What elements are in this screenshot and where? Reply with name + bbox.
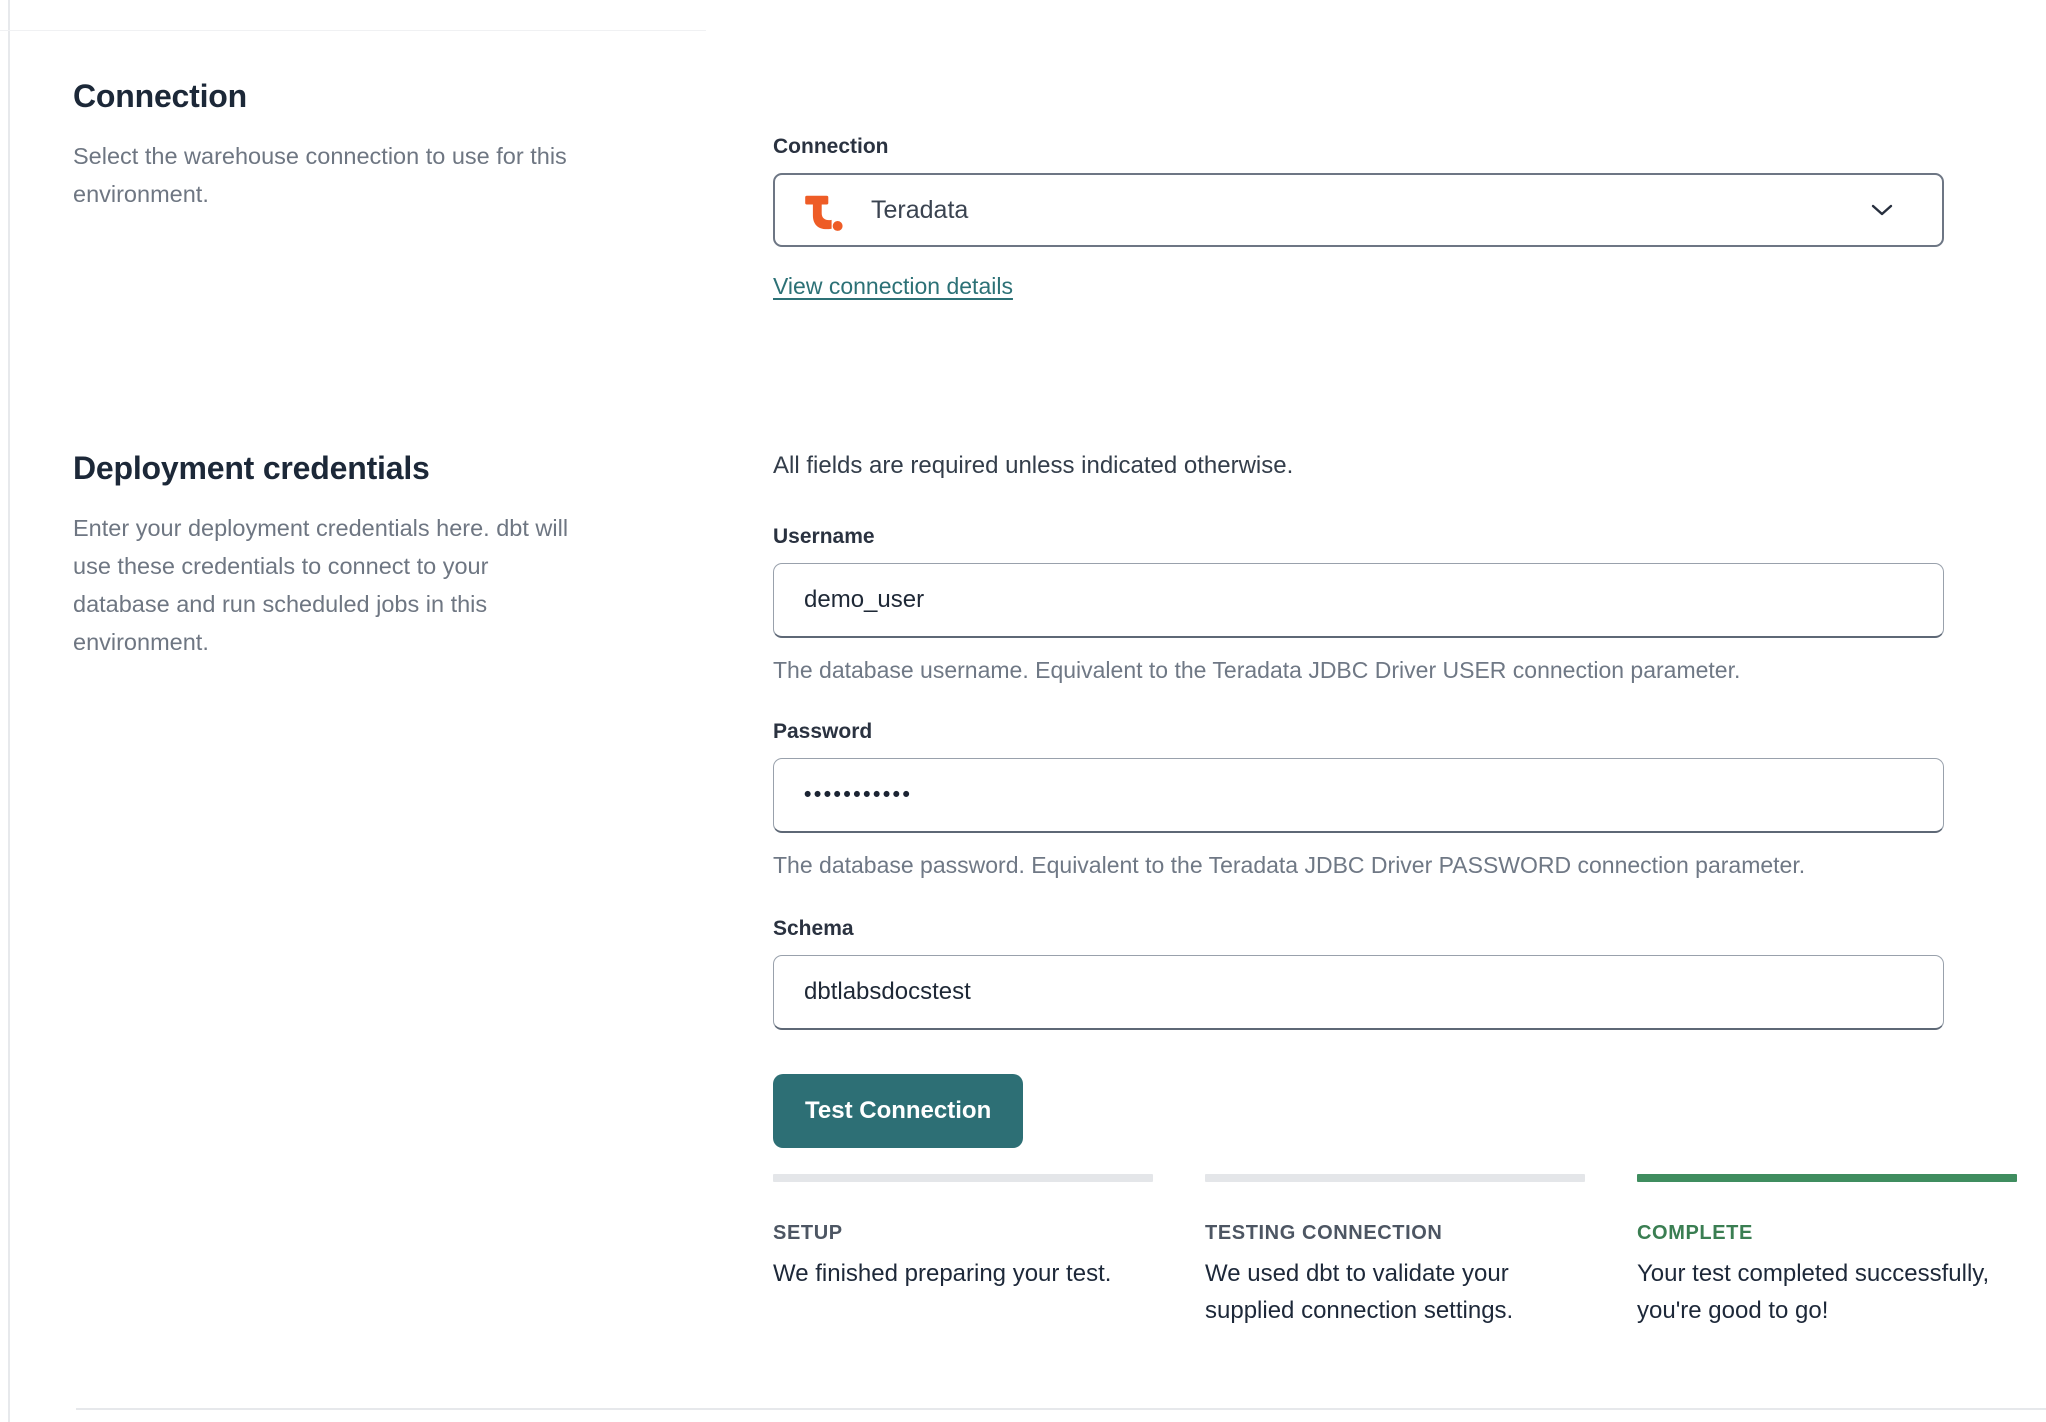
connection-test-progress xyxy=(773,1174,2017,1329)
progress-bar-setup xyxy=(773,1174,1153,1182)
progress-step-complete xyxy=(1637,1174,2017,1329)
progress-step-label: COMPLETE xyxy=(1637,1222,1753,1245)
password-field-group xyxy=(773,720,2017,879)
required-fields-note: All fields are required unless indicated otherwise. xyxy=(773,452,1294,479)
credentials-section-description: Enter your deployment credentials here. dbt will use these credentials to connect to your database and run scheduled jobs in this environment. xyxy=(73,515,569,656)
password-label: Password xyxy=(773,720,873,744)
username-label: Username xyxy=(773,525,875,549)
progress-bar-testing-connection xyxy=(1205,1174,1585,1182)
teradata-icon xyxy=(805,188,845,232)
progress-step-text: We finished preparing your test. xyxy=(773,1260,1112,1288)
schema-field-group xyxy=(773,917,2017,1030)
progress-step-setup xyxy=(773,1174,1153,1329)
progress-step-label: TESTING CONNECTION xyxy=(1205,1222,1443,1245)
progress-step-text: Your test completed successfully, you're good to go! xyxy=(1637,1260,1990,1325)
progress-step-testing-connection xyxy=(1205,1174,1585,1329)
connection-select-value: Teradata xyxy=(871,195,969,224)
chevron-down-icon xyxy=(1870,203,1894,217)
connection-select[interactable] xyxy=(773,173,1944,247)
username-helper-text: The database username. Equivalent to the Teradata JDBC Driver USER connection parameter. xyxy=(773,657,1741,684)
connection-field-label: Connection xyxy=(773,135,889,158)
username-field-group xyxy=(773,525,2017,684)
view-connection-details-link[interactable]: View connection details xyxy=(773,273,1013,299)
username-input[interactable] xyxy=(773,563,1944,638)
bottom-divider xyxy=(76,1408,2046,1410)
connection-section-description: Select the warehouse connection to use for this environment. xyxy=(73,143,567,208)
credentials-section-heading: Deployment credentials xyxy=(73,450,430,486)
top-divider xyxy=(0,30,706,31)
password-input[interactable] xyxy=(773,758,1944,833)
connection-section xyxy=(73,78,2016,300)
schema-label: Schema xyxy=(773,917,854,941)
password-helper-text: The database password. Equivalent to the Teradata JDBC Driver PASSWORD connection parameter. xyxy=(773,852,1806,879)
connection-section-intro xyxy=(73,78,613,300)
deployment-credentials-section xyxy=(73,450,2016,1330)
progress-step-text: We used dbt to validate your supplied connection settings. xyxy=(1205,1260,1514,1325)
schema-input[interactable] xyxy=(773,955,1944,1030)
connection-section-heading: Connection xyxy=(73,78,247,114)
credentials-section-intro xyxy=(73,450,613,1330)
progress-bar-complete xyxy=(1637,1174,2017,1182)
test-connection-button[interactable]: Test Connection xyxy=(773,1074,1023,1148)
page-left-border xyxy=(8,0,10,1422)
progress-step-label: SETUP xyxy=(773,1222,843,1245)
